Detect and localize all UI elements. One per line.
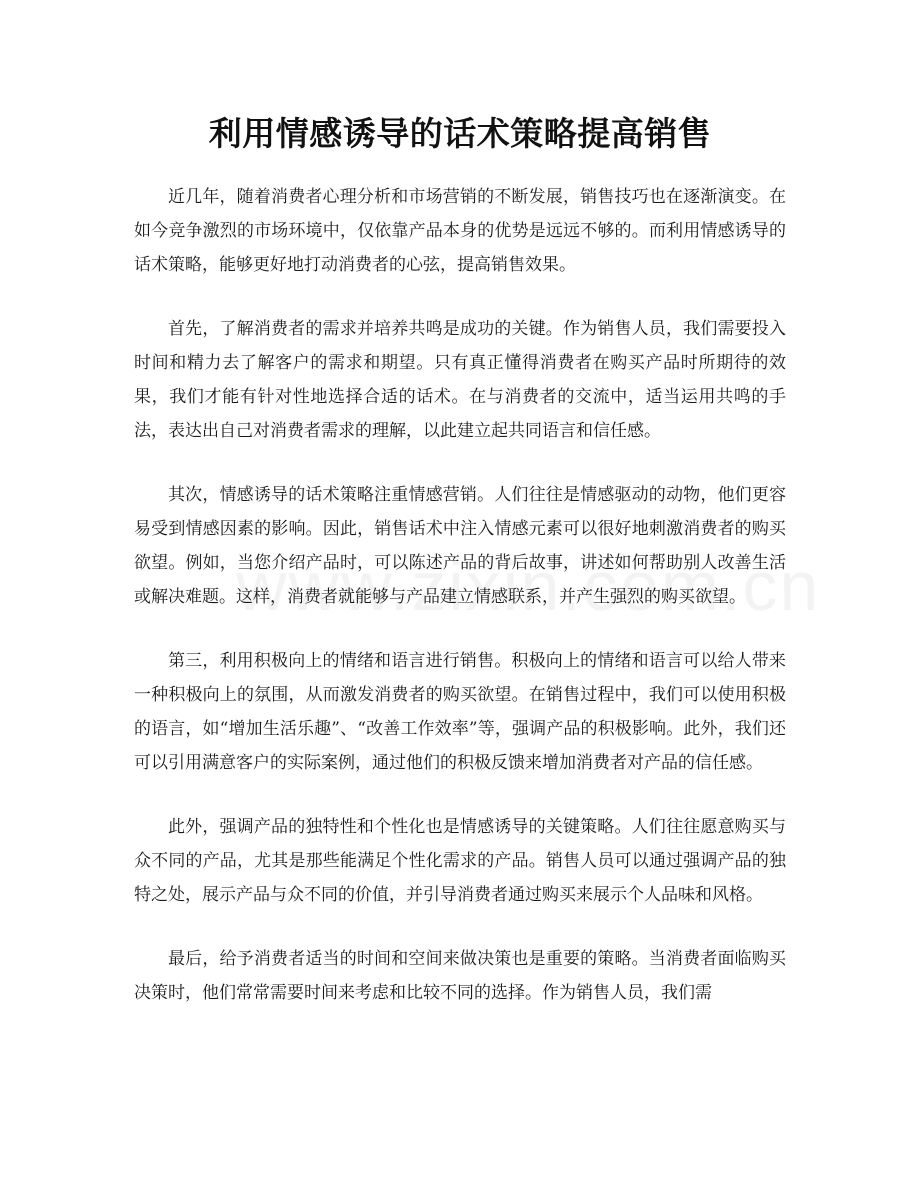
- paragraph-6: 最后，给予消费者适当的时间和空间来做决策也是重要的策略。当消费者面临购买决策时，他们常常需要时间来考虑和比较不同的选择。作为销售人员，我们需: [134, 949, 786, 1003]
- paragraph-4: 第三，利用积极向上的情绪和语言进行销售。积极向上的情绪和语言可以给人带来一种积极向上的氛围，从而激发消费者的购买欲望。在销售过程中，我们可以使用积极的语言，如“增加生活乐趣”、“改善工作效率”等，强调产品的积极影响。此外，我们还可以引用满意客户的实际案例，通过他们的积极反馈来增加消费者对产品的信任感。: [134, 651, 786, 773]
- paragraph-2: 首先，了解消费者的需求并培养共鸣是成功的关键。作为销售人员，我们需要投入时间和精力去了解客户的需求和期望。只有真正懂得消费者在购买产品时所期待的效果，我们才能有针对性地选择合适的话术。在与消费者的交流中，适当运用共鸣的手法，表达出自己对消费者需求的理解，以此建立起共同语言和信任感。: [134, 319, 786, 441]
- paragraph-5: 此外，强调产品的独特性和个性化也是情感诱导的关键策略。人们往往愿意购买与众不同的产品，尤其是那些能满足个性化需求的产品。销售人员可以通过强调产品的独特之处，展示产品与众不同的价值，并引导消费者通过购买来展示个人品味和风格。: [134, 817, 786, 905]
- document-body: [134, 180, 786, 1040]
- paragraph-1: 近几年，随着消费者心理分析和市场营销的不断发展，销售技巧也在逐渐演变。在如今竞争激烈的市场环境中，仅依靠产品本身的优势是远远不够的。而利用情感诱导的话术策略，能够更好地打动消费者的心弦，提高销售效果。: [134, 187, 786, 275]
- document-title: 利用情感诱导的话术策略提高销售: [208, 114, 712, 153]
- paragraph-3: 其次，情感诱导的话术策略注重情感营销。人们往往是情感驱动的动物，他们更容易受到情感因素的影响。因此，销售话术中注入情感元素可以很好地刺激消费者的购买欲望。例如，当您介绍产品时，可以陈述产品的背后故事，讲述如何帮助别人改善生活或解决难题。这样，消费者就能够与产品建立情感联系，并产生强烈的购买欲望。: [134, 485, 786, 607]
